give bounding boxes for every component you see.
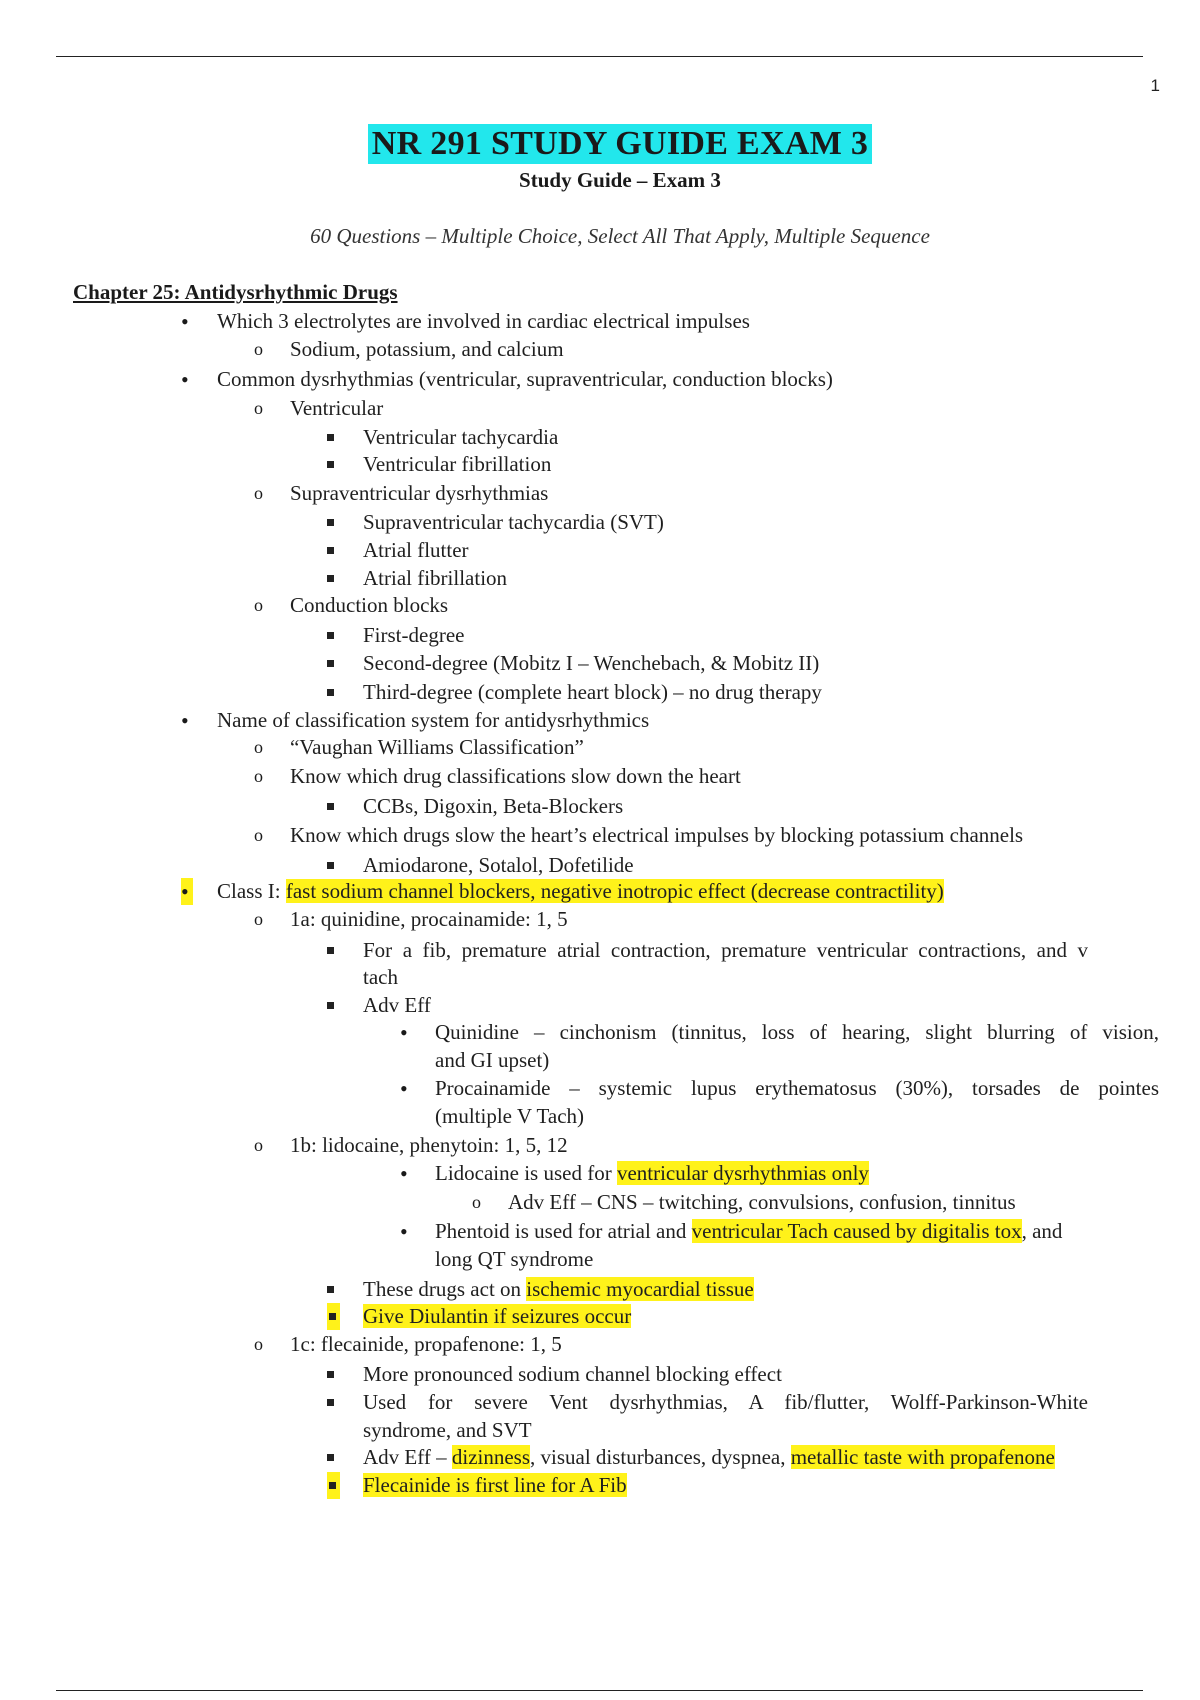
highlighted-text: Flecainide is first line for A Fib — [363, 1473, 627, 1497]
subtitle: Study Guide – Exam 3 — [519, 168, 721, 192]
text: Phentoid is used for atrial and — [435, 1219, 692, 1243]
square-bullet-icon — [327, 1361, 334, 1388]
circle-bullet-icon: o — [472, 1192, 481, 1212]
square-bullet-icon — [327, 793, 334, 820]
square-bullet-icon — [327, 1444, 334, 1471]
list-item: Atrial fibrillation — [363, 566, 508, 590]
exam-format-note: 60 Questions – Multiple Choice, Select All That Apply, Multiple Sequence — [310, 224, 930, 248]
list-item: Used for severe Vent dysrhythmias, A fib/flutter, Wolff-Parkinson-White — [363, 1390, 1088, 1414]
highlighted-text: dizinness — [451, 1445, 531, 1469]
list-item: Supraventricular dysrhythmias — [290, 481, 549, 505]
list-item: CCBs, Digoxin, Beta-Blockers — [363, 794, 624, 818]
list-item: Atrial flutter — [363, 538, 469, 562]
list-item — [363, 1303, 631, 1330]
list-item: Supraventricular tachycardia (SVT) — [363, 510, 664, 534]
list-item: Common dysrhythmias (ventricular, supraventricular, conduction blocks) — [217, 367, 833, 391]
circle-bullet-icon: o — [254, 1135, 263, 1155]
list-item — [363, 1472, 627, 1499]
circle-bullet-icon: o — [254, 909, 263, 929]
list-item: “Vaughan Williams Classification” — [290, 735, 584, 759]
list-item: Procainamide – systemic lupus erythematosus (30%), torsades de pointes — [435, 1076, 1159, 1100]
list-item: Ventricular fibrillation — [363, 452, 552, 476]
list-item: Quinidine – cinchonism (tinnitus, loss of hearing, slight blurring of vision, — [435, 1020, 1159, 1044]
highlighted-text: Give Diulantin if seizures occur — [363, 1304, 632, 1328]
list-item: Amiodarone, Sotalol, Dofetilide — [363, 853, 634, 877]
page-number: 1 — [1150, 76, 1160, 95]
square-bullet-icon — [327, 1389, 334, 1416]
list-item: Adv Eff – CNS – twitching, convulsions, confusion, tinnitus — [508, 1190, 1016, 1214]
square-bullet-icon — [327, 992, 334, 1019]
square-bullet-icon — [327, 679, 334, 706]
square-bullet-icon — [327, 1303, 340, 1330]
square-bullet-icon — [327, 565, 334, 592]
list-item: Ventricular — [290, 396, 384, 420]
text: Adv Eff – — [363, 1445, 452, 1469]
bullet-icon: • — [181, 878, 193, 905]
circle-bullet-icon: o — [254, 1334, 263, 1354]
highlighted-text: fast sodium channel blockers, negative inotropic effect (decrease contractility) — [285, 879, 944, 903]
text: Lidocaine is used for — [435, 1161, 617, 1185]
list-item: Know which drugs slow the heart’s electrical impulses by blocking potassium channels — [290, 823, 1024, 847]
square-bullet-icon — [327, 852, 334, 879]
list-item-continuation: long QT syndrome — [435, 1247, 594, 1271]
square-bullet-icon — [327, 937, 334, 964]
list-item: Which 3 electrolytes are involved in cardiac electrical impulses — [217, 309, 750, 333]
list-item: Adv Eff — [363, 993, 431, 1017]
text: , and — [1021, 1219, 1063, 1243]
square-bullet-icon — [327, 424, 334, 451]
list-item: For a fib, premature atrial contraction, premature ventricular contractions, and v — [363, 938, 1088, 962]
list-item — [363, 1444, 1055, 1471]
bullet-icon: • — [400, 1161, 408, 1186]
bullet-icon: • — [181, 367, 189, 392]
bullet-icon: • — [181, 708, 189, 733]
circle-bullet-icon: o — [254, 398, 263, 418]
square-bullet-icon — [327, 1472, 340, 1499]
square-bullet-icon — [327, 1276, 334, 1303]
bullet-icon: • — [181, 309, 189, 334]
list-item: More pronounced sodium channel blocking effect — [363, 1362, 782, 1386]
list-item: Name of classification system for antidysrhythmics — [217, 708, 650, 732]
bullet-icon: • — [400, 1219, 408, 1244]
list-item: Third-degree (complete heart block) – no drug therapy — [363, 680, 822, 704]
highlighted-text: ischemic myocardial tissue — [526, 1277, 754, 1301]
list-item: Second-degree (Mobitz I – Wenchebach, & Mobitz II) — [363, 651, 820, 675]
list-item: Know which drug classifications slow down the heart — [290, 764, 741, 788]
circle-bullet-icon: o — [254, 483, 263, 503]
list-item-continuation: and GI upset) — [435, 1048, 550, 1072]
list-item — [435, 1218, 1062, 1245]
list-item — [217, 878, 944, 905]
text: , visual disturbances, dyspnea, — [530, 1445, 791, 1469]
circle-bullet-icon: o — [254, 339, 263, 359]
square-bullet-icon — [327, 451, 334, 478]
circle-bullet-icon: o — [254, 825, 263, 845]
page-title: NR 291 STUDY GUIDE EXAM 3 — [368, 124, 872, 164]
bullet-icon: • — [400, 1020, 408, 1045]
circle-bullet-icon: o — [254, 595, 263, 615]
circle-bullet-icon: o — [254, 737, 263, 757]
list-item-continuation: (multiple V Tach) — [435, 1104, 585, 1128]
list-item — [435, 1160, 869, 1187]
list-item — [363, 1276, 754, 1303]
highlighted-text: ventricular Tach caused by digitalis tox — [691, 1219, 1022, 1243]
list-item-continuation: syndrome, and SVT — [363, 1418, 532, 1442]
list-item: Ventricular tachycardia — [363, 425, 559, 449]
square-bullet-icon — [327, 537, 334, 564]
list-item: Conduction blocks — [290, 593, 449, 617]
bullet-icon: • — [400, 1076, 408, 1101]
top-rule — [56, 56, 1143, 57]
text: These drugs act on — [363, 1277, 527, 1301]
list-item: Sodium, potassium, and calcium — [290, 337, 564, 361]
chapter-heading: Chapter 25: Antidysrhythmic Drugs — [73, 280, 398, 304]
list-item: 1c: flecainide, propafenone: 1, 5 — [290, 1332, 562, 1356]
highlighted-text: metallic taste with propafenone — [790, 1445, 1055, 1469]
list-item-continuation: tach — [363, 965, 398, 989]
square-bullet-icon — [327, 622, 334, 649]
circle-bullet-icon: o — [254, 766, 263, 786]
list-item: First-degree — [363, 623, 465, 647]
class-label: Class I: — [217, 879, 286, 903]
square-bullet-icon — [327, 509, 334, 536]
highlighted-text: ventricular dysrhythmias only — [616, 1161, 869, 1185]
list-item: 1a: quinidine, procainamide: 1, 5 — [290, 907, 568, 931]
list-item: 1b: lidocaine, phenytoin: 1, 5, 12 — [290, 1133, 568, 1157]
square-bullet-icon — [327, 650, 334, 677]
bottom-rule — [56, 1690, 1143, 1691]
